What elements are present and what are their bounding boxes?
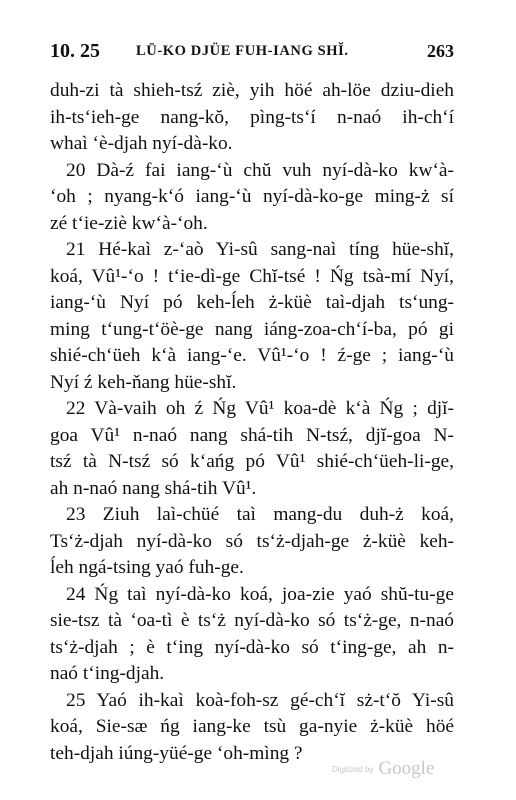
text-line: ih-tsʻieh-ge nang-kŏ, pìng-tsʻí n-naó ih-chʻí [50,106,454,128]
text-line: koá, Vû¹-ʻo ! tʻie-dì-ge Chĭ-tsé ! Ńg tsà-mí Nyí, [50,265,454,287]
text-line: goa Vû¹ n-naó nang shá-tih N-tsź, djĭ-goa N- [50,424,454,446]
text-line: ah n-naó nang shá-tih Vû¹. [50,477,257,499]
page-number: 263 [427,41,454,61]
chapter-verse-reference: 10. 25 [50,40,100,62]
text-line: shié-chʻüeh kʻà iang-ʻe. Vû¹-ʻo ! ź-ge ; iang-ʻù [50,345,454,366]
text-line: duh-zi tà shieh-tsź ziè, yih höé ah-löe dziu-dieh [50,80,454,101]
watermark-prefix: Digitized by [332,765,374,774]
text-line: tsź tà N-tsź só kʻańg pó Vû¹ shié-chʻüeh-li-ge, [50,451,454,472]
text-line: 25 Yaó ih-kaì koà-foh-sz gé-chʻĭ sż-tʻŏ Yi-sû [66,689,454,711]
text-line: whaì ʻè-djah nyí-dà-ko. [50,133,233,154]
text-line: teh-djah iúng-yüé-ge ʻoh-mìng ? [50,742,303,764]
text-line: sie-tsz tà ʻoa-tì è tsʻż nyí-dà-ko só tsʻż-ge, n-naó [50,610,454,631]
text-line: tsʻż-djah ; è tʻing nyí-dà-ko só tʻing-ge, ah n- [50,636,454,658]
text-line: 22 Và-vaih oh ź Ńg Vû¹ koa-dè kʻà Ńg ; djĭ- [66,398,454,419]
text-line: ming tʻung-tʻöè-ge nang iáng-zoa-chʻí-ba, pó gi [50,318,454,340]
digitized-by-watermark [332,758,442,784]
text-line: zé tʻie-ziè kwʻà-ʻoh. [50,212,208,234]
text-line: 23 Ziuh laì-chüé taì mang-du duh-ż koá, [66,504,454,525]
text-line: Tsʻż-djah nyí-dà-ko só tsʻż-djah-ge ż-küè keh- [50,530,454,552]
text-line: iang-ʻù Nyí pó keh-ĺeh ż-küè taì-djah tsʻung- [50,292,454,313]
body-text [50,78,454,767]
text-line: 20 Dà-ź fai iang-ʻù chŭ vuh nyí-dà-ko kwʻà- [66,159,454,181]
book-title: LŪ-KO DJÜE FUH-IANG SHĬ. [136,43,349,59]
text-line: ĺeh ngá-tsing yaó fuh-ge. [50,557,244,578]
text-line: 21 Hé-kaì z-ʻaò Yi-sû sang-naì tíng hüe-shĭ, [66,239,454,260]
text-line: naó tʻing-djah. [50,663,165,684]
text-line: ʻoh ; nyang-kʻó iang-ʻù nyí-dà-ko-ge ming-ż sí [50,186,454,207]
text-line: 24 Ńg taì nyí-dà-ko koá, joa-zie yaó shŭ-tu-ge [66,583,454,605]
text-line: Nyí ź keh-ňang hüe-shĭ. [50,371,237,393]
text-line: koá, Sie-sæ ńg iang-ke tsù ga-nyie ż-küè höé [50,716,454,737]
google-logo: Google [378,758,435,779]
running-header [50,40,454,68]
